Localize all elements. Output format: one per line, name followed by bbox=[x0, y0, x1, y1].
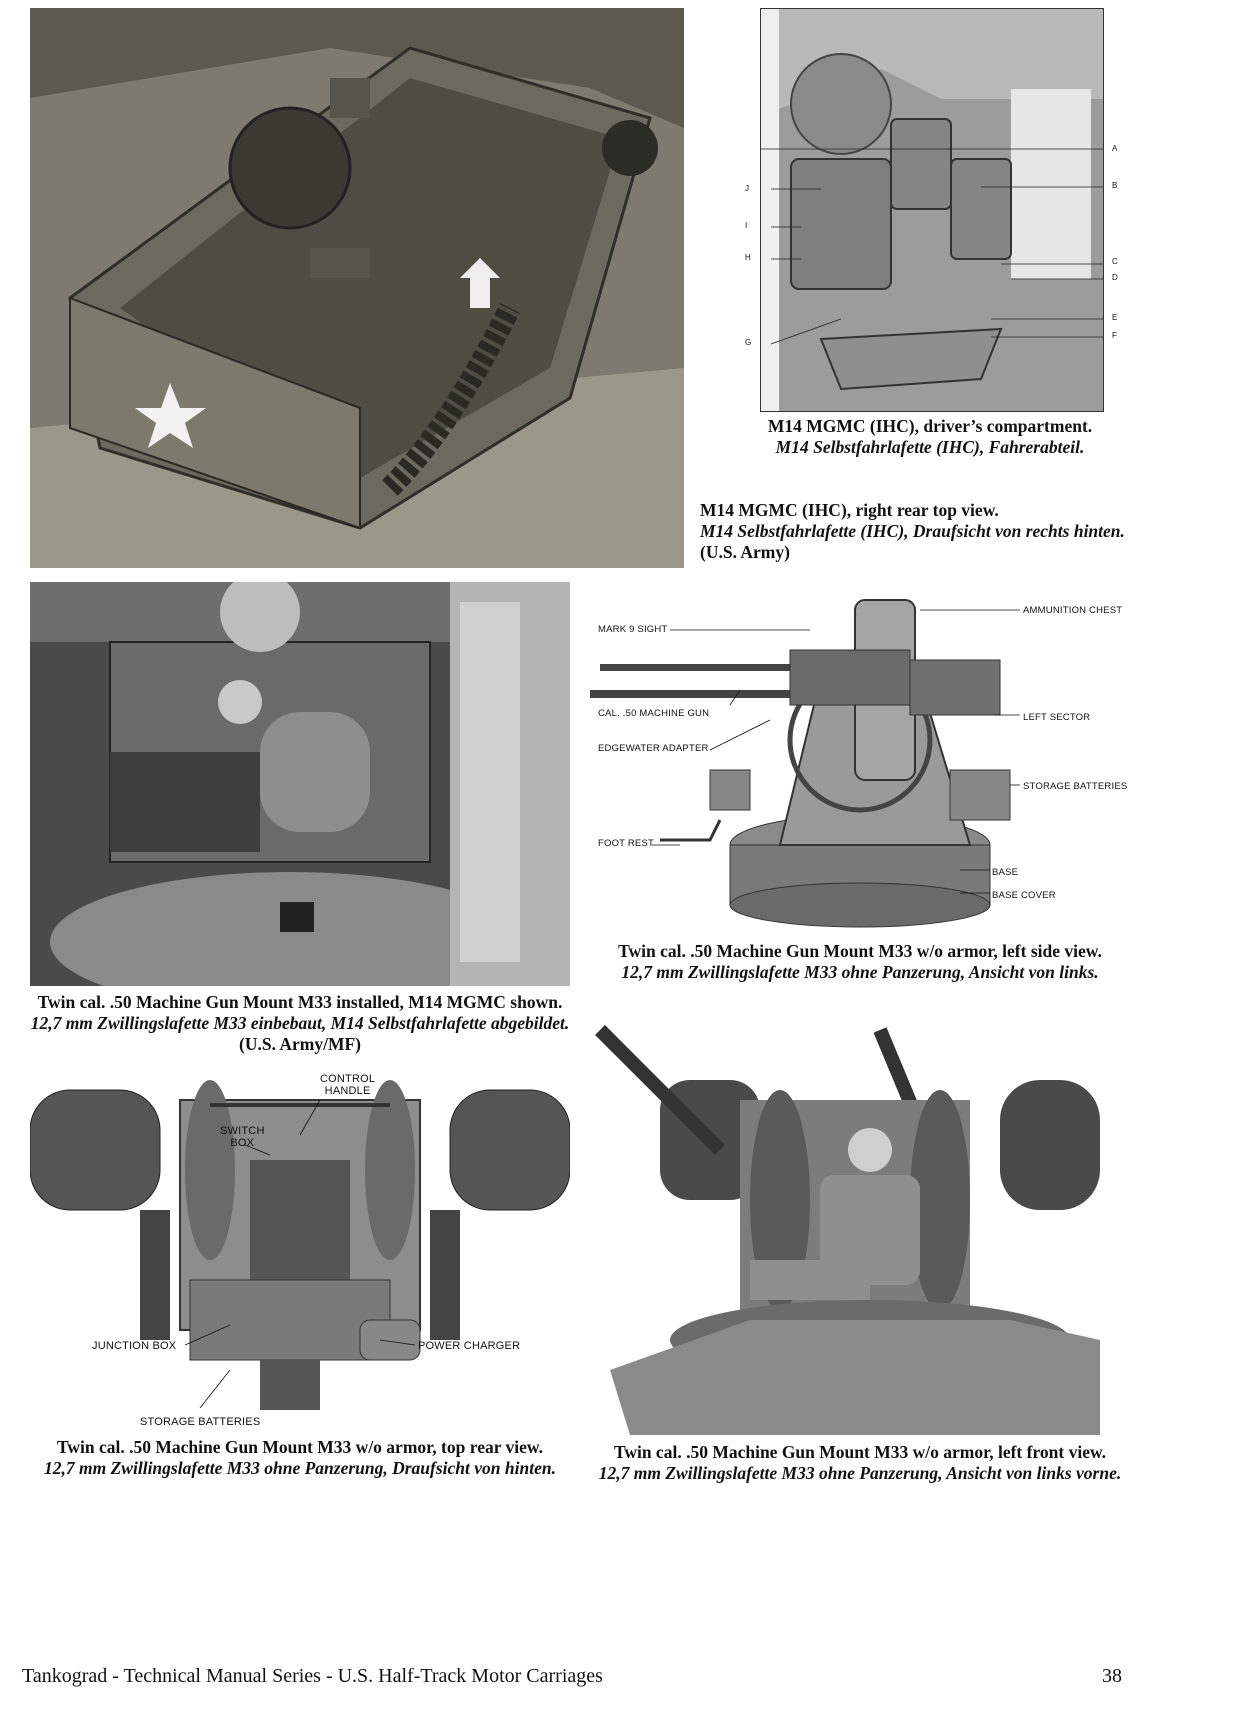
caption-mount-installed bbox=[20, 992, 580, 1055]
caption-en: Twin cal. .50 Machine Gun Mount M33 w/o armor, left side view. bbox=[618, 941, 1102, 961]
caption-de: 12,7 mm Zwillingslafette M33 einbebaut, M14 Selbstfahrlafette abgebildet. bbox=[30, 1013, 570, 1033]
callout-letter-j: J bbox=[745, 184, 749, 193]
mount-top-rear-illustration bbox=[30, 1060, 570, 1430]
callout-letter-c: C bbox=[1112, 257, 1118, 266]
mount-left-side-illustration bbox=[590, 590, 1130, 930]
footer-series-title: Tankograd - Technical Manual Series - U.S. Half-Track Motor Carriages bbox=[22, 1665, 603, 1687]
photo-rear-top-view bbox=[30, 8, 684, 568]
callout-letter-i: I bbox=[745, 221, 748, 230]
callout-switch-box bbox=[220, 1125, 265, 1149]
caption-mount-left-front bbox=[580, 1442, 1140, 1484]
photo-mount-left-front bbox=[590, 1010, 1110, 1435]
mount-installed-illustration bbox=[30, 582, 570, 986]
half-track-illustration bbox=[30, 8, 684, 568]
callout-machine-gun: CAL. .50 MACHINE GUN bbox=[598, 708, 710, 719]
page-number: 38 bbox=[1102, 1665, 1122, 1687]
callout-left-sector: LEFT SECTOR bbox=[1023, 712, 1091, 723]
caption-de: 12,7 mm Zwillingslafette M33 ohne Panzerung, Ansicht von links vorne. bbox=[598, 1463, 1122, 1483]
caption-driver-compartment bbox=[700, 416, 1160, 458]
caption-de: M14 Selbstfahrlafette (IHC), Fahrerabteil. bbox=[775, 437, 1085, 457]
callout-letter-d: D bbox=[1112, 273, 1118, 282]
caption-en: Twin cal. .50 Machine Gun Mount M33 w/o armor, left front view. bbox=[613, 1442, 1107, 1462]
caption-mount-top-rear bbox=[10, 1437, 590, 1479]
caption-de: M14 Selbstfahrlafette (IHC), Draufsicht von rechts hinten. bbox=[700, 521, 1125, 541]
callout-storage-batteries-rear: STORAGE BATTERIES bbox=[140, 1416, 261, 1428]
photo-mount-top-rear bbox=[30, 1060, 570, 1430]
photo-credit: (U.S. Army) bbox=[700, 542, 790, 562]
caption-de: 12,7 mm Zwillingslafette M33 ohne Panzerung, Draufsicht von hinten. bbox=[44, 1458, 556, 1478]
callout-letter-g: G bbox=[745, 338, 752, 347]
photo-mount-left-side bbox=[590, 590, 1130, 930]
mount-left-front-illustration bbox=[590, 1010, 1110, 1435]
caption-en: M14 MGMC (IHC), driver’s compartment. bbox=[767, 416, 1093, 436]
callout-control-handle bbox=[320, 1073, 375, 1097]
callout-letter-f: F bbox=[1112, 331, 1117, 340]
caption-en: M14 MGMC (IHC), right rear top view. bbox=[700, 500, 999, 520]
callout-switch-line2: BOX bbox=[230, 1137, 255, 1149]
callout-control-line2: HANDLE bbox=[324, 1085, 371, 1097]
callout-mark9-sight: MARK 9 SIGHT bbox=[598, 624, 668, 635]
callout-power-charger: POWER CHARGER bbox=[418, 1340, 521, 1352]
callout-letter-e: E bbox=[1112, 313, 1118, 322]
callout-foot-rest: FOOT REST bbox=[598, 838, 654, 849]
callout-letter-b: B bbox=[1112, 181, 1118, 190]
caption-rear-top-view bbox=[700, 500, 1130, 563]
photo-credit: (U.S. Army/MF) bbox=[239, 1034, 361, 1054]
caption-de: 12,7 mm Zwillingslafette M33 ohne Panzerung, Ansicht von links. bbox=[621, 962, 1099, 982]
callout-letter-a: A bbox=[1112, 144, 1118, 153]
callout-ammunition-chest: AMMUNITION CHEST bbox=[1023, 605, 1123, 616]
caption-mount-left-side bbox=[580, 941, 1140, 983]
photo-driver-compartment bbox=[760, 8, 1104, 412]
callout-control-line1: CONTROL bbox=[320, 1073, 376, 1085]
callout-junction-box: JUNCTION BOX bbox=[92, 1340, 177, 1352]
callout-base-cover: BASE COVER bbox=[992, 890, 1056, 901]
caption-en: Twin cal. .50 Machine Gun Mount M33 installed, M14 MGMC shown. bbox=[37, 992, 563, 1012]
callout-storage-batteries: STORAGE BATTERIES bbox=[1023, 781, 1128, 792]
driver-compartment-illustration bbox=[761, 9, 1103, 411]
caption-en: Twin cal. .50 Machine Gun Mount M33 w/o armor, top rear view. bbox=[57, 1437, 543, 1457]
callout-switch-line1: SWITCH bbox=[220, 1125, 265, 1137]
callout-base: BASE bbox=[992, 867, 1019, 878]
callout-edgewater-adapter: EDGEWATER ADAPTER bbox=[598, 743, 709, 754]
callout-letter-h: H bbox=[745, 253, 751, 262]
photo-mount-installed bbox=[30, 582, 570, 986]
